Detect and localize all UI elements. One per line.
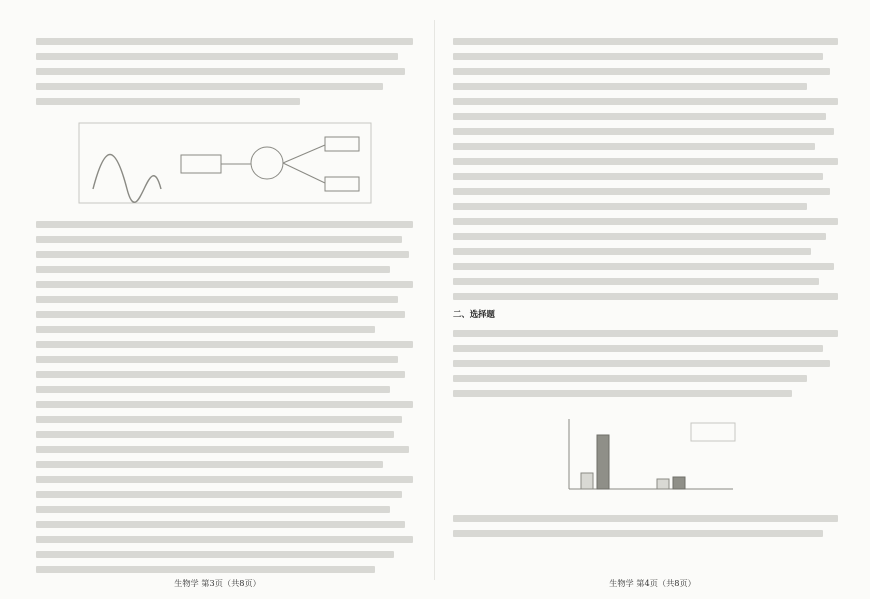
text-line	[36, 401, 413, 408]
text-line	[36, 551, 394, 558]
text-line	[36, 446, 409, 453]
right-figure	[453, 409, 838, 503]
text-line	[453, 278, 819, 285]
text-line	[36, 431, 394, 438]
text-line	[36, 38, 413, 45]
left-text-2	[36, 217, 413, 577]
text-line	[453, 38, 838, 45]
text-line	[453, 375, 807, 382]
text-line	[453, 113, 826, 120]
footer-left: 生物学 第3页（共8页）	[174, 578, 261, 588]
text-line	[36, 98, 300, 105]
text-line	[453, 83, 807, 90]
text-line	[453, 248, 811, 255]
text-line	[36, 266, 390, 273]
section-title: 二、选择题	[453, 309, 495, 319]
text-line	[36, 476, 413, 483]
text-line	[453, 218, 838, 225]
text-line	[453, 143, 815, 150]
left-text	[36, 34, 413, 109]
text-line	[453, 128, 834, 135]
text-line	[453, 390, 792, 397]
diagram-figure	[75, 117, 375, 209]
text-line	[453, 53, 823, 60]
right-text-3	[453, 511, 838, 541]
right-page	[435, 0, 870, 599]
text-line	[36, 53, 398, 60]
text-line	[453, 203, 807, 210]
text-line	[453, 98, 838, 105]
text-line	[453, 345, 823, 352]
left-figure	[36, 117, 413, 209]
right-text	[453, 34, 838, 304]
text-line	[453, 330, 838, 337]
text-line	[453, 158, 838, 165]
text-line	[36, 236, 402, 243]
text-line	[36, 566, 375, 573]
text-line	[36, 281, 413, 288]
text-line	[36, 386, 390, 393]
text-line	[453, 293, 838, 300]
right-text-2	[453, 326, 838, 401]
text-line	[453, 515, 838, 522]
text-line	[36, 311, 405, 318]
bar-chart	[551, 409, 741, 503]
text-line	[36, 251, 409, 258]
text-line	[453, 173, 823, 180]
text-line	[36, 221, 413, 228]
text-line	[36, 296, 398, 303]
text-line	[453, 68, 830, 75]
text-line	[36, 356, 398, 363]
text-line	[36, 341, 413, 348]
text-line	[36, 521, 405, 528]
text-line	[36, 326, 375, 333]
text-line	[453, 233, 826, 240]
footer-right: 生物学 第4页（共8页）	[609, 578, 696, 588]
text-line	[453, 360, 830, 367]
text-line	[36, 536, 413, 543]
text-line	[453, 188, 830, 195]
text-line	[36, 83, 383, 90]
text-line	[36, 68, 405, 75]
text-line	[36, 371, 405, 378]
text-line	[36, 461, 383, 468]
text-line	[36, 506, 390, 513]
text-line	[453, 530, 823, 537]
text-line	[36, 416, 402, 423]
text-line	[36, 491, 402, 498]
text-line	[453, 263, 834, 270]
